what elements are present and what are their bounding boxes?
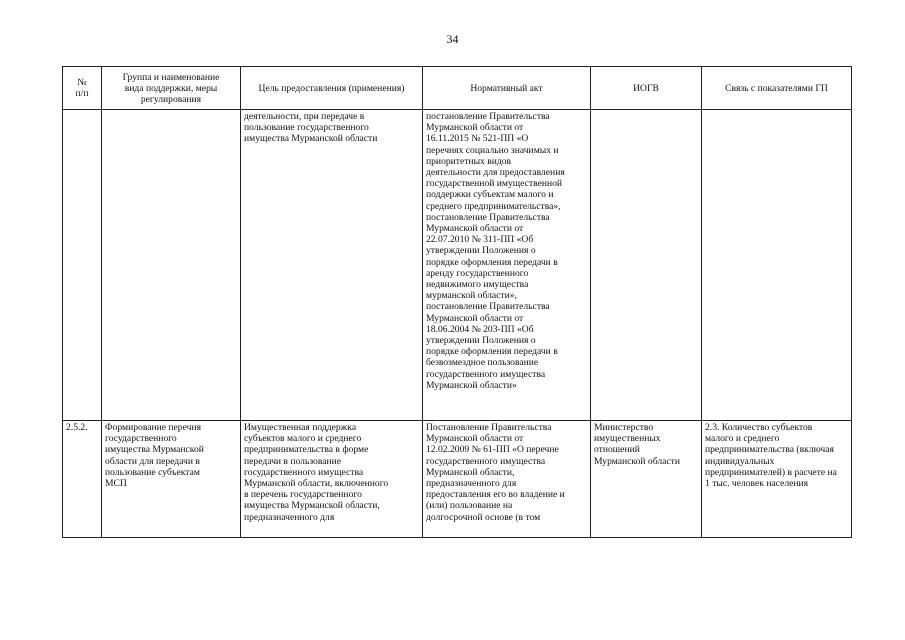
header-purpose [241,67,423,110]
text-line: имущественных [594,433,661,445]
cell-iogv [591,110,702,421]
text-line: Постановление Правительства [426,422,552,433]
text-line: государственного имущества [426,368,546,380]
text-line: перечнях социально значимых и [426,144,559,156]
text-line: Мурманской области от [426,433,524,445]
text-line: аренду государственного [426,267,529,279]
text-line: передачи в пользование [244,455,342,467]
text-line: государственного имущества [244,466,364,478]
text-line: предпринимательства в форме [244,444,369,456]
text-line: предпринимателей) в расчете на [705,466,837,478]
text-line: регулирования [140,93,202,105]
header-normative-act [423,67,591,110]
text-line: утверждении Положения о [426,245,536,257]
table-row-continuation [63,110,852,421]
text-line: Мурманской области» [426,379,517,391]
header-gp-indicators [702,67,852,110]
text-line: 22.07.2010 № 311-ПП «Об [426,234,534,246]
cell-gp-link [702,110,852,421]
text-line: приоритетных видов [426,155,512,167]
text-line: в перечень государственного [244,489,362,501]
page-number: 34 [446,32,459,46]
text-line: безвозмездное пользование [426,357,539,369]
text-line: имущества Мурманской [105,444,204,456]
text-line: поддержки субъектам малого и [426,189,554,201]
text-line: порядке оформления передачи в [426,346,558,358]
text-line: 12.02.2009 № 61-ПП «О перечне [426,444,559,456]
text-line: 18.06.2004 № 203-ПП «Об [426,323,534,335]
text-line: деятельности, при передаче в [244,111,365,122]
text-line: предназначенного для [244,511,335,523]
text-line: мурманской области», [426,290,517,302]
text-line: постановление Правительства [426,301,550,313]
text-line: утверждении Положения о [426,335,536,347]
cell-normative-act [423,110,591,421]
cell-purpose [241,421,423,538]
text-line: порядке оформления передачи в [426,256,558,268]
text-line: 16.11.2015 № 521-ПП «О [426,133,529,145]
cell-group [102,421,241,538]
text-line: вида поддержки, меры [124,82,218,94]
text-line: ИОГВ [633,82,659,94]
text-line: малого и среднего [705,433,780,445]
text-line: предназначенного для [426,478,517,490]
text-line: Мурманской области, [426,466,515,478]
cell-gp-link [702,421,852,538]
text-line: (или) пользование на [426,500,513,512]
support-measures-table [62,66,852,538]
text-line: предпринимательства (включая [705,444,834,456]
text-line: пользование государственного [244,122,369,134]
text-line: постановление Правительства [426,111,550,122]
text-line: предоставления его во владение и [426,489,565,501]
text-line: недвижимого имущества [426,279,529,291]
text-line: Мурманской области от [426,122,524,134]
text-line: Мурманской области [594,455,680,467]
text-line: государственной имущественной [426,178,563,190]
text-line: области для передачи в [105,455,200,467]
text-line: государственного [105,433,177,445]
text-line: государственного имущества [426,455,546,467]
cell-number [63,110,102,421]
cell-iogv [591,421,702,538]
text-line: Группа и наименование [122,71,220,83]
text-line: Нормативный акт [470,82,543,94]
text-line: Связь с показателями ГП [725,82,828,94]
text-line: Имущественная поддержка [244,422,357,433]
header-iogv [591,67,702,110]
text-line: Министерство [594,422,654,433]
cell-number [63,421,102,538]
header-number [63,67,102,110]
cell-normative-act [423,421,591,538]
table-row-2-5-2 [63,421,852,538]
text-line: отношений [594,444,640,456]
header-group [102,67,241,110]
text-line: Цель предоставления (применения) [258,82,405,94]
text-line: 2.5.2. [66,422,88,433]
text-line: п/п [75,88,89,99]
text-line: субъектов малого и среднего [244,433,362,445]
text-line: МСП [105,478,127,490]
text-line: Мурманской области от [426,312,524,324]
text-line: 1 тыс. человек населения [705,478,809,490]
cell-group [102,110,241,421]
text-line: № [77,77,87,88]
text-line: долгосрочной основе (в том [426,511,541,523]
text-line: 2.3. Количество субъектов [705,422,813,433]
table-header-row [63,67,852,110]
text-line: Мурманской области от [426,223,524,235]
text-line: постановление Правительства [426,211,550,223]
text-line: Мурманской области, включенного [244,478,389,490]
cell-purpose [241,110,423,421]
text-line: индивидуальных [705,455,775,467]
text-line: деятельности для предоставления [426,167,565,179]
text-line: Формирование перечня [105,422,201,433]
text-line: имущества Мурманской области [244,133,378,145]
text-line: среднего предпринимательства», [426,200,561,212]
text-line: имущества Мурманской области, [244,500,380,512]
text-line: пользование субъектам [105,466,200,478]
